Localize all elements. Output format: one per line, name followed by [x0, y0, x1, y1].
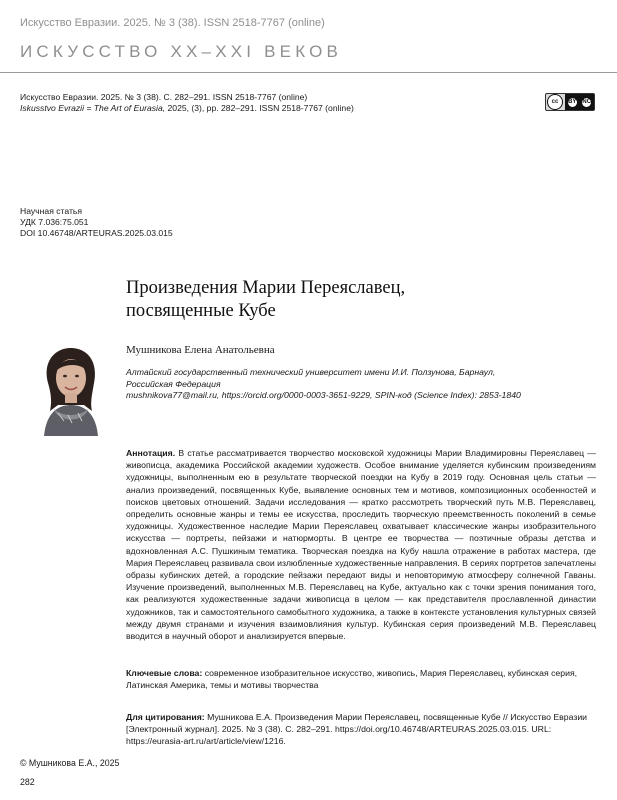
article-title [126, 277, 546, 323]
journal-section-title: ИСКУССТВО XX–XXI ВЕКОВ [20, 42, 343, 61]
for-citation-label: Для цитирования: [126, 712, 205, 722]
author-name: Мушникова Елена Анатольевна [126, 344, 275, 356]
cc-by-nc-icon[interactable] [545, 93, 595, 111]
page-number: 282 [20, 777, 35, 787]
copyright: © Мушникова Е.А., 2025 [20, 758, 120, 768]
author-photo [34, 343, 106, 436]
citation-line-english [20, 103, 354, 114]
affiliation-line2: Российская Федерация [126, 378, 221, 389]
author-affiliation [126, 367, 596, 402]
article-type: Научная статья [20, 206, 83, 216]
affiliation-line1: Алтайский государственный технический университет имени И.И. Ползунова, Барнаул, [126, 367, 496, 377]
article-udc: УДК 7.036:75.051 [20, 217, 89, 227]
citation-journal-italic: Iskusstvo Evrazii = The Art of Eurasia, [20, 103, 166, 113]
abstract-label: Аннотация. [126, 448, 176, 458]
citation-block [20, 92, 354, 114]
article-doi[interactable]: DOI 10.46748/ARTEURAS.2025.03.015 [20, 228, 173, 238]
author-contacts[interactable]: mushnikova77@mail.ru, https://orcid.org/0000-0003-3651-9229, SPIN-код (Science Index): 2853-1840 [126, 390, 521, 400]
journal-issue-line: Искусство Евразии. 2025. № 3 (38). ISSN 2518-7767 (online) [20, 17, 325, 29]
for-citation [126, 711, 596, 748]
article-title-line2: посвященные Кубе [126, 301, 276, 321]
cc-logo-icon: cc [547, 94, 563, 110]
article-meta [20, 206, 173, 239]
keywords [126, 667, 596, 691]
abstract [126, 447, 596, 642]
cc-nc-icon: NC [582, 99, 592, 105]
for-citation-text: Мушникова Е.А. Произведения Марии Переяславец, посвященные Кубе // Искусство Евразии [Электронный журнал]. 2025. № 3 (38). С. 282–291. https://doi.org/10.46748/ARTEURAS.2025.03.015. URL: https://eurasia-art.ru/art/article/view/1216. [126, 712, 588, 747]
keywords-label: Ключевые слова: [126, 668, 203, 678]
header-divider [0, 72, 617, 73]
abstract-text: В статье рассматривается творчество московской художницы Марии Владимировны Переяславец — живописца, академика Российской академии художеств. Особое внимание уделяется кубинским произведениям художницы, выполненным ею в результате творческой поездки на Кубу в 2019 году. Основная цель статьи — анализ произведений, посвященных Кубе, выявление основных тем и мотивов, композиционных особенностей и поисков цветовых отношений. Задачи исследования — кратко рассмотреть творческий путь М.В. Переяславец, определить основные жанры и темы ее искусства, проследить творческую преемственность поколений в семье художницы. Художественное наследие Марии Переяславец охватывает классические жанры изобразительного искусства — портреты, пейзажи и натюрморты. В центре ее творчества — поэтичные образы детства и вдохновленная А.С. Пушкиным тематика. Творческая поездка на Кубу нашла отражение в работах мастера, где Мария Переяславец развивала свои излюбленные художественные направления. В сериях портретов запечатлены образы кубинских детей, а городские пейзажи передают виды и неповторимую атмосферу солнечной Гаваны. Изучение произведений, выполненных М.В. Переяславец на Кубе, актуально как с точки зрения понимания того, как реализуются художественные задачи живописца в целом — как представителя прославленной династии художников, так и самостоятельного самобытного художника, а также в контексте установления культурных связей между двумя странами и изучения взаимовлияния культур. Кубинская серия произведений М.В. Переяславец вводится в научный оборот и анализируется впервые. [126, 448, 596, 642]
cc-attribution-icons [565, 94, 594, 110]
cc-by-icon: BY [568, 99, 577, 105]
keywords-text: современное изобразительное искусство, живопись, Мария Переяславец, кубинская серия, Латинская Америка, темы и мотивы творчества [126, 668, 578, 691]
citation-line-russian: Искусство Евразии. 2025. № 3 (38). С. 282–291. ISSN 2518-7767 (online) [20, 92, 308, 102]
article-title-line1: Произведения Марии Переяславец, [126, 278, 406, 298]
citation-line-english-rest: 2025, (3), pp. 282–291. ISSN 2518-7767 (online) [165, 103, 354, 113]
